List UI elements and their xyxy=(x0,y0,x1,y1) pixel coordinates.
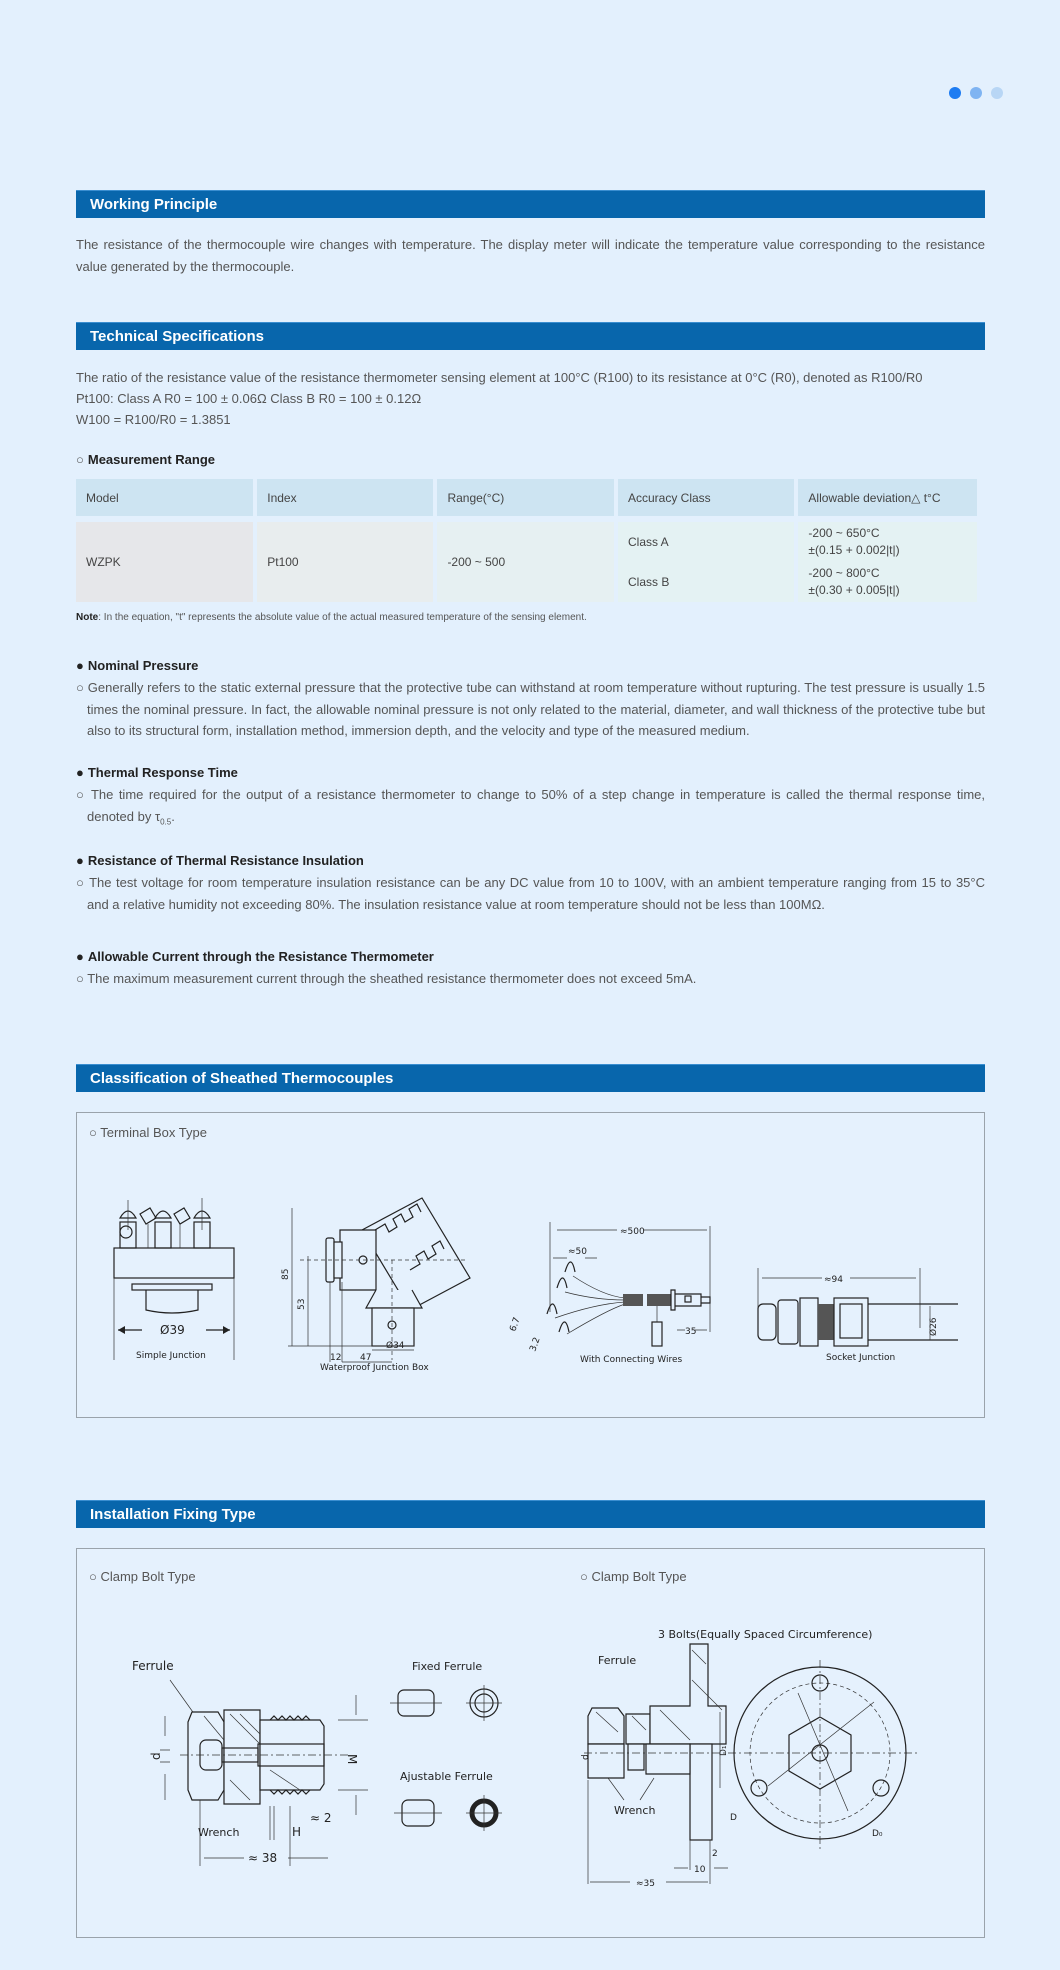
cell-model: WZPK xyxy=(76,522,253,602)
label-d1: D₁ xyxy=(719,1745,729,1756)
label-10: 10 xyxy=(694,1865,706,1875)
filled-bullet-icon: ● xyxy=(76,658,84,673)
table-row xyxy=(76,522,977,562)
dim-500: ≈500 xyxy=(620,1227,645,1237)
table-header-model: Model xyxy=(76,479,253,516)
insulation-text: ○ The test voltage for room temperature insulation resistance can be any DC value from 10 to 100V, with an ambient temperature ranging from 15 to 35°C and a relative humidity not exceeding 80%. The insulation resistance value at room temperature should not be less than 100MΩ. xyxy=(76,875,985,912)
label-ferrule-right: Ferrule xyxy=(598,1654,637,1667)
dim-35: 35 xyxy=(685,1327,697,1337)
spec-line-w100: W100 = R100/R0 = 1.3851 xyxy=(76,412,231,427)
label-2: 2 xyxy=(712,1849,718,1859)
label-d-right: d xyxy=(581,1754,591,1760)
label-approx-2: ≈ 2 xyxy=(310,1811,332,1825)
cell-deviation-b: -200 ~ 800°C ±(0.30 + 0.005|t|) xyxy=(798,562,977,602)
cell-range: -200 ~ 500 xyxy=(437,522,614,602)
carousel-dot-1[interactable] xyxy=(949,87,961,99)
section-title-classification: Classification of Sheathed Thermocouples xyxy=(76,1064,985,1092)
connecting-wires-diagram xyxy=(505,1222,725,1372)
table-header-accuracy-class: Accuracy Class xyxy=(618,479,794,516)
cell-index: Pt100 xyxy=(257,522,433,602)
clamp-bolt-diagram-right xyxy=(580,1620,940,1890)
carousel-dot-3[interactable] xyxy=(991,87,1003,99)
measurement-range-table xyxy=(72,479,981,602)
caption-waterproof-junction-box: Waterproof Junction Box xyxy=(320,1363,429,1373)
caption-simple-junction: Simple Junction xyxy=(136,1351,206,1361)
caption-socket-junction: Socket Junction xyxy=(826,1353,896,1363)
waterproof-junction-box-diagram xyxy=(280,1190,480,1373)
dim-6-7: 6.7 xyxy=(508,1316,523,1334)
filled-bullet-icon: ● xyxy=(76,853,84,868)
dim-26: Ø26 xyxy=(929,1317,939,1336)
section-title-working-principle: Working Principle xyxy=(76,190,985,218)
table-header-allowable-deviation: Allowable deviation△ t°C xyxy=(798,479,977,516)
dim-3-2: 3.2 xyxy=(528,1336,543,1354)
allowable-current-text: ○ The maximum measurement current through the sheathed resistance thermometer does not exceed 5mA. xyxy=(76,971,697,986)
label-3-bolts: 3 Bolts(Equally Spaced Circumference) xyxy=(658,1628,873,1641)
clamp-bolt-type-label-right: ○ Clamp Bolt Type xyxy=(580,1569,687,1584)
dim-50: ≈50 xyxy=(568,1247,587,1257)
spec-line-pt100: Pt100: Class A R0 = 100 ± 0.06Ω Class B R0 = 100 ± 0.12Ω xyxy=(76,391,422,406)
working-principle-text: The resistance of the thermocouple wire changes with temperature. The display meter will indicate the temperature value corresponding to the resistance value generated by the thermocouple. xyxy=(76,237,985,274)
thermal-response-heading: ● Thermal Response Time xyxy=(76,765,238,780)
dim-94: ≈94 xyxy=(824,1275,843,1285)
allowable-current-heading: ● Allowable Current through the Resistance Thermometer xyxy=(76,949,434,964)
spec-line-ratio: The ratio of the resistance value of the resistance thermometer sensing element at 100°C (R100) to its resistance at 0°C (R0), denoted as R100/R0 xyxy=(76,370,923,385)
cell-class-b: Class B xyxy=(618,562,794,602)
dim-85: 85 xyxy=(281,1268,291,1280)
label-h: H xyxy=(292,1825,302,1839)
label-d-left: d xyxy=(149,1752,163,1760)
filled-bullet-icon: ● xyxy=(76,765,84,780)
label-m: M xyxy=(345,1754,359,1765)
cell-deviation-a: -200 ~ 650°C ±(0.15 + 0.002|t|) xyxy=(798,522,977,562)
hollow-bullet-icon: ○ xyxy=(76,452,84,467)
insulation-heading: ● Resistance of Thermal Resistance Insulation xyxy=(76,853,364,868)
dim-39: Ø39 xyxy=(160,1323,185,1337)
label-adjustable-ferrule: Ajustable Ferrule xyxy=(400,1770,493,1783)
measurement-range-heading: ○ Measurement Range xyxy=(76,452,216,467)
label-D0: D₀ xyxy=(872,1829,883,1839)
carousel-pagination xyxy=(949,87,1003,99)
dim-53: 53 xyxy=(297,1298,307,1310)
section-title-installation: Installation Fixing Type xyxy=(76,1500,985,1528)
cell-class-a: Class A xyxy=(618,522,794,562)
dim-12: 12 xyxy=(330,1353,342,1363)
thermal-response-text: ○ The time required for the output of a resistance thermometer to change to 50% of a step change in temperature is called the thermal response time, denoted by $\tau_{0.5}$. xyxy=(76,787,985,827)
label-wrench-right: Wrench xyxy=(614,1804,656,1817)
terminal-box-type-label: ○ Terminal Box Type xyxy=(89,1125,207,1140)
table-header-range: Range(°C) xyxy=(437,479,614,516)
nominal-pressure-text: ○ Generally refers to the static external pressure that the protective tube can withstand at room temperature without rupturing. The test pressure is usually 1.5 times the nominal pressure. In fact, the allowable nominal pressure is not only related to the material, diameter, and wall thickness of the protective tube but also to its structural form, installation method, immersion depth, and the velocity and type of the measured medium. xyxy=(76,680,985,738)
clamp-bolt-diagram-left xyxy=(120,1650,530,1870)
nominal-pressure-heading: ● Nominal Pressure xyxy=(76,658,199,673)
carousel-dot-2[interactable] xyxy=(970,87,982,99)
table-note: Note: In the equation, "t" represents the absolute value of the actual measured temperature of the sensing element. xyxy=(76,612,587,623)
dim-34: Ø34 xyxy=(386,1341,405,1351)
label-D: D xyxy=(730,1813,737,1823)
label-ferrule: Ferrule xyxy=(132,1659,174,1673)
dim-47: 47 xyxy=(360,1353,372,1363)
filled-bullet-icon: ● xyxy=(76,949,84,964)
socket-junction-diagram xyxy=(750,1268,960,1368)
simple-junction-diagram xyxy=(110,1190,250,1370)
label-approx-35: ≈35 xyxy=(636,1879,655,1889)
label-fixed-ferrule: Fixed Ferrule xyxy=(412,1660,483,1673)
section-title-technical-specifications: Technical Specifications xyxy=(76,322,985,350)
label-approx-38: ≈ 38 xyxy=(248,1851,278,1865)
caption-with-connecting-wires: With Connecting Wires xyxy=(580,1355,683,1365)
table-header-index: Index xyxy=(257,479,433,516)
clamp-bolt-type-label-left: ○ Clamp Bolt Type xyxy=(89,1569,196,1584)
label-wrench-left: Wrench xyxy=(198,1826,240,1839)
